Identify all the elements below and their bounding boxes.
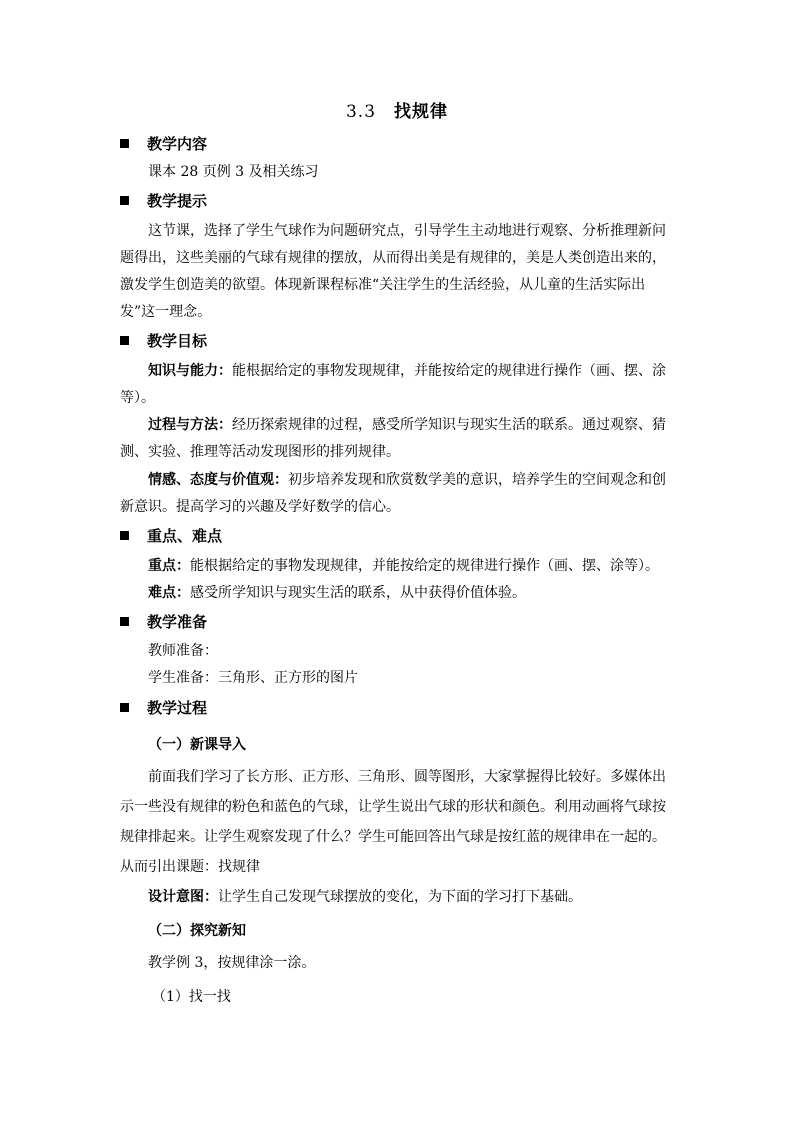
design-intent: 设计意图：让学生自己发现气球摆放的变化，为下面的学习打下基础。 xyxy=(148,889,582,905)
difficult-point: 难点：感受所学知识与现实生活的联系，从中获得价值体验。 xyxy=(148,585,526,601)
bullet-square-icon xyxy=(120,196,129,205)
goal-process: 过程与方法：经历探索规律的过程，感受所学知识与现实生活的联系。通过观察、猜测、实验、推理等活动发现图形的排列规律。 xyxy=(120,417,666,460)
goal-attitude: 情感、态度与价值观：初步培养发现和欣赏数学美的意识，培养学生的空间观念和创新意识。提高学习的兴趣及学好数学的信心。 xyxy=(120,472,666,515)
prep-teacher: 教师准备： xyxy=(148,643,218,659)
heading-content: 教学内容 xyxy=(120,134,207,154)
heading-goals: 教学目标 xyxy=(120,331,207,351)
bullet-square-icon xyxy=(120,617,129,626)
content-text: 课本 28 页例 3 及相关练习 xyxy=(148,164,319,180)
bullet-square-icon xyxy=(120,703,129,712)
bullet-square-icon xyxy=(120,336,129,345)
page-title xyxy=(0,97,794,122)
intro-paragraph: 前面我们学习了长方形、正方形、三角形、圆等图形，大家掌握得比较好。多媒体出示一些没有规律的粉色和蓝色的气球，让学生说出气球的形状和颜色。利用动画将气球按规律排起来。让学生观察发现了什么？学生可能回答出气球是按红蓝的规律串在一起的。从而引出课题：找规律 xyxy=(120,769,666,875)
goal-knowledge: 知识与能力：能根据给定的事物发现规律，并能按给定的规律进行操作（画、摆、涂等）。 xyxy=(120,363,666,406)
example-line: 教学例 3，按规律涂一涂。 xyxy=(148,955,316,971)
subheading-explore: （二）探究新知 xyxy=(148,923,246,939)
key-point: 重点：能根据给定的事物发现规律，并能按给定的规律进行操作（画、摆、涂等）。 xyxy=(148,558,659,574)
title-text: 找规律 xyxy=(394,102,449,122)
prep-student: 学生准备：三角形、正方形的图片 xyxy=(148,670,358,686)
step-one: （1）找一找 xyxy=(152,989,231,1005)
heading-process: 教学过程 xyxy=(120,698,207,718)
heading-hint: 教学提示 xyxy=(120,191,207,211)
heading-key: 重点、难点 xyxy=(120,526,222,546)
hint-paragraph: 这节课，选择了学生气球作为问题研究点，引导学生主动地进行观察、分析推理新问题得出，这些美丽的气球有规律的摆放，从而得出美是有规律的，美是人类创造出来的，激发学生创造美的欲望。体现新课程标准“关注学生的生活经验，从儿童的生活实际出发”这一理念。 xyxy=(120,223,666,320)
title-number: 3.3 xyxy=(345,102,377,122)
subheading-intro: （一）新课导入 xyxy=(148,737,246,753)
heading-prep: 教学准备 xyxy=(120,612,207,632)
bullet-square-icon xyxy=(120,531,129,540)
bullet-square-icon xyxy=(120,139,129,148)
